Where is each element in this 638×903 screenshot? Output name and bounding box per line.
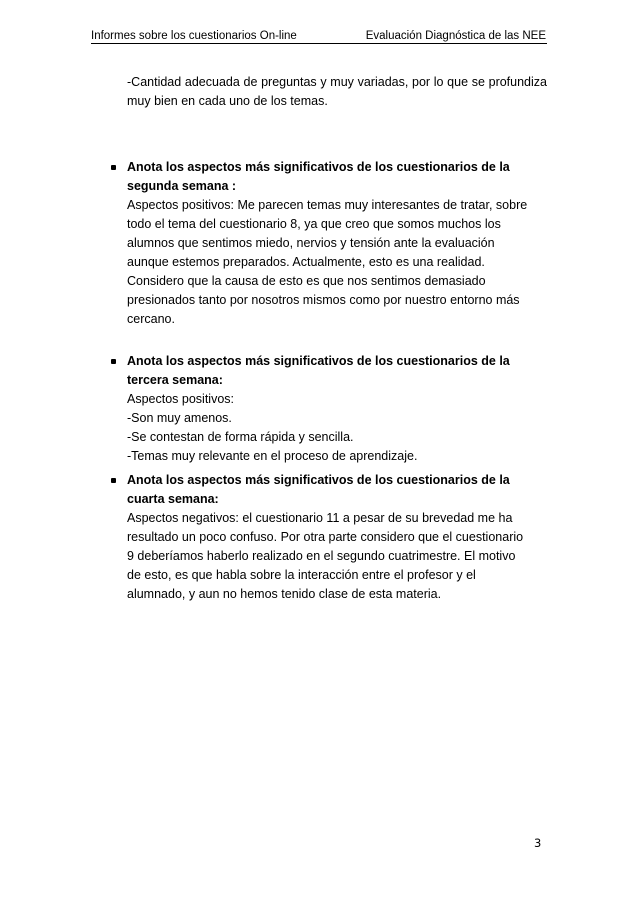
section-line: Considero que la causa de esto es que nos sentimos demasiado xyxy=(127,274,486,288)
section-line: -Se contestan de forma rápida y sencilla. xyxy=(127,430,354,444)
section-line: 9 deberíamos haberlo realizado en el segundo cuatrimestre. El motivo xyxy=(127,549,516,563)
section-tercera-semana xyxy=(127,352,547,466)
header-left-title: Informes sobre los cuestionarios On-line xyxy=(91,30,297,42)
section-heading: Anota los aspectos más significativos de los cuestionarios de la tercera semana: xyxy=(127,354,510,387)
section-line: presionados tanto por nosotros mismos como por nuestro entorno más xyxy=(127,293,520,307)
bullet-icon xyxy=(111,359,116,364)
intro-paragraph: -Cantidad adecuada de preguntas y muy variadas, por lo que se profundiza muy bien en cada uno de los temas. xyxy=(127,75,547,108)
bullet-icon xyxy=(111,478,116,483)
section-line: cercano. xyxy=(127,312,175,326)
section-cuarta-semana xyxy=(127,471,547,604)
section-line: todo el tema del cuestionario 8, ya que creo que somos muchos los xyxy=(127,217,501,231)
bullet-icon xyxy=(111,165,116,170)
section-line: resultado un poco confuso. Por otra parte considero que el cuestionario xyxy=(127,530,524,544)
section-line: -Son muy amenos. xyxy=(127,411,232,425)
section-line: Aspectos negativos: el cuestionario 11 a pesar de su brevedad me ha xyxy=(127,511,513,525)
section-line: Aspectos positivos: xyxy=(127,392,234,406)
section-heading: Anota los aspectos más significativos de los cuestionarios de la cuarta semana: xyxy=(127,473,510,506)
section-line: alumnos que sentimos miedo, nervios y tensión ante la evaluación xyxy=(127,236,495,250)
section-line: aunque estemos preparados. Actualmente, esto es una realidad. xyxy=(127,255,485,269)
section-line: alumnado, y aun no hemos tenido clase de esta materia. xyxy=(127,587,442,601)
section-heading: Anota los aspectos más significativos de los cuestionarios de la segunda semana : xyxy=(127,160,510,193)
section-segunda-semana xyxy=(127,158,547,329)
header-right-title: Evaluación Diagnóstica de las NEE xyxy=(365,30,546,42)
section-line: de esto, es que habla sobre la interacción entre el profesor y el xyxy=(127,568,476,582)
section-line: -Temas muy relevante en el proceso de aprendizaje. xyxy=(127,449,418,463)
section-line: Aspectos positivos: Me parecen temas muy interesantes de tratar, sobre xyxy=(127,198,528,212)
page-number: 3 xyxy=(534,836,542,850)
page-header xyxy=(91,29,547,44)
